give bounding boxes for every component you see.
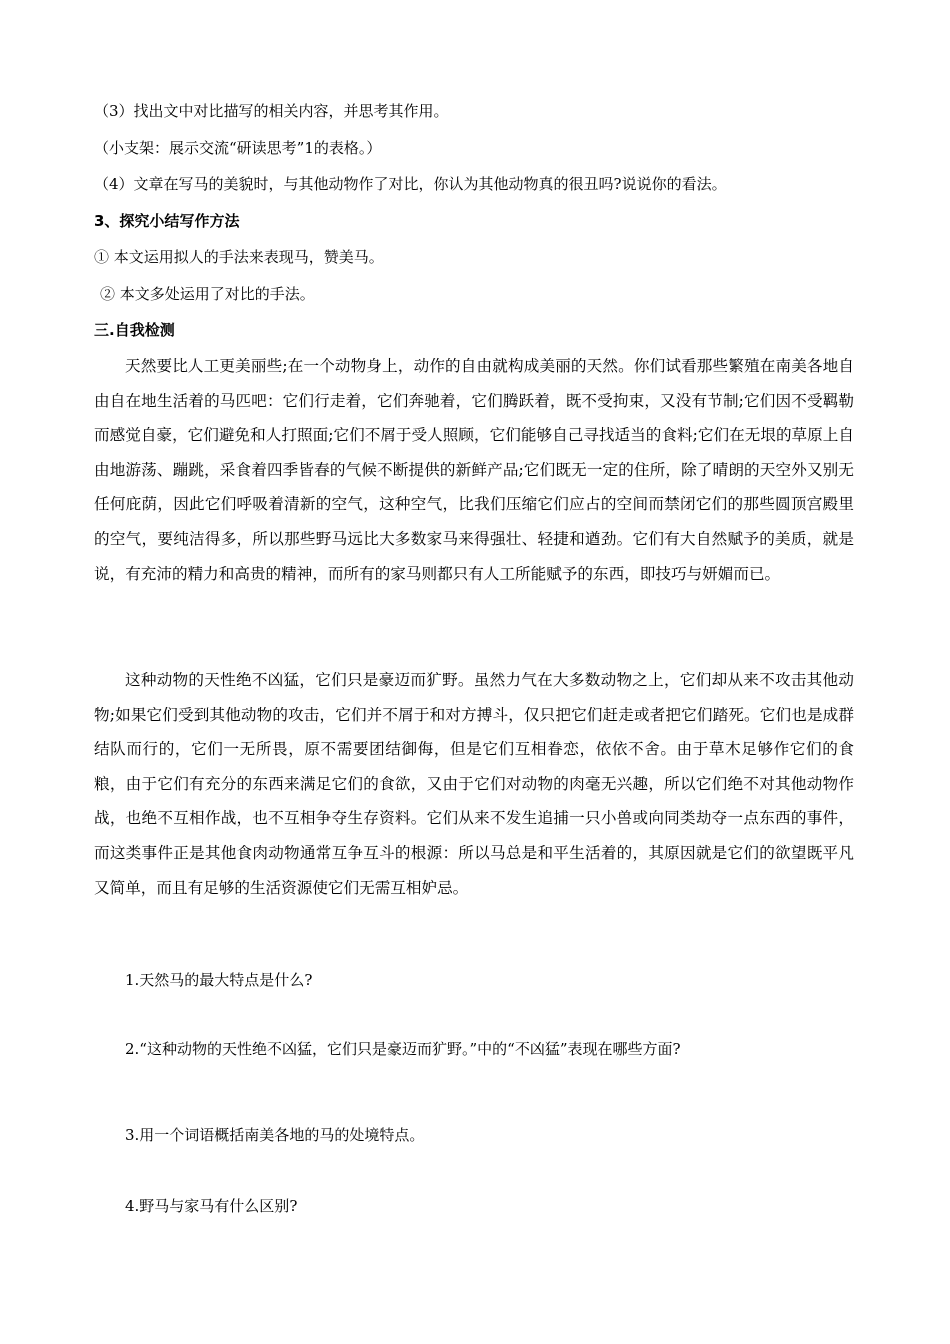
reading-paragraph-2: 这种动物的天性绝不凶猛，它们只是豪迈而犷野。虽然力气在大多数动物之上，它们却从来不攻击其他动物;如果它们受到其他动物的攻击，它们并不屑于和对方搏斗，仅只把它们赶走或者把它们踏死。它们也是成群结队而行的，它们一无所畏，原不需要团结御侮，但是它们互相眷恋，依依不舍。由于草木足够作它们的食粮，由于它们有充分的东西来满足它们的食欲，又由于它们对动物的肉毫无兴趣，所以它们绝不对其他动物作战，也绝不互相作战，也不互相争夺生存资料。它们从来不发生追捕一只小兽或向同类劫夺一点东西的事件，而这类事件正是其他食肉动物通常互争互斗的根源：所以马总是和平生活着的，其原因就是它们的欲望既平凡又简单，而且有足够的生活资源使它们无需互相妒忌。 — [94, 671, 854, 897]
question-1: 1.天然马的最大特点是什么? — [125, 971, 313, 989]
item-4-text: （4）文章在写马的美貌时，与其他动物作了对比，你认为其他动物真的很丑吗?说说你的看法。 — [94, 175, 727, 193]
reading-paragraph-1: 天然要比人工更美丽些;在一个动物身上，动作的自由就构成美丽的天然。你们试看那些繁殖在南美各地自由自在地生活着的马匹吧：它们行走着，它们奔驰着，它们腾跃着，既不受拘束，又没有节制;它们因不受羁勒而感觉自豪，它们避免和人打照面;它们不屑于受人照顾，它们能够自己寻找适当的食料;它们在无垠的草原上自由地游荡、蹦跳，采食着四季皆春的气候不断提供的新鲜产品;它们既无一定的住所，除了晴朗的天空外又别无任何庇荫，因此它们呼吸着清新的空气，这种空气，比我们压缩它们应占的空间而禁闭它们的那些圆顶宫殿里的空气，要纯洁得多，所以那些野马远比大多数家马来得强壮、轻捷和遒劲。它们有大自然赋予的美质，就是说，有充沛的精力和高贵的精神，而所有的家马则都只有人工所能赋予的东西，即技巧与妍媚而已。 — [94, 357, 854, 583]
method-item-personification: ① 本文运用拟人的手法来表现马，赞美马。 — [94, 248, 384, 266]
section-heading-self-test: 三.自我检测 — [94, 321, 175, 339]
scaffold-tip: （小支架：展示交流“研读思考”1的表格。） — [94, 139, 382, 157]
question-4: 4.野马与家马有什么区别? — [125, 1197, 298, 1215]
method-item-contrast: ② 本文多处运用了对比的手法。 — [100, 285, 315, 303]
section-heading-writing-methods: 3、探究小结写作方法 — [94, 212, 240, 230]
item-3-text: （3）找出文中对比描写的相关内容，并思考其作用。 — [94, 102, 449, 120]
question-3: 3.用一个词语概括南美各地的马的处境特点。 — [125, 1126, 425, 1144]
question-2: 2.“这种动物的天性绝不凶猛，它们只是豪迈而犷野。”中的“不凶猛”表现在哪些方面? — [125, 1040, 681, 1058]
